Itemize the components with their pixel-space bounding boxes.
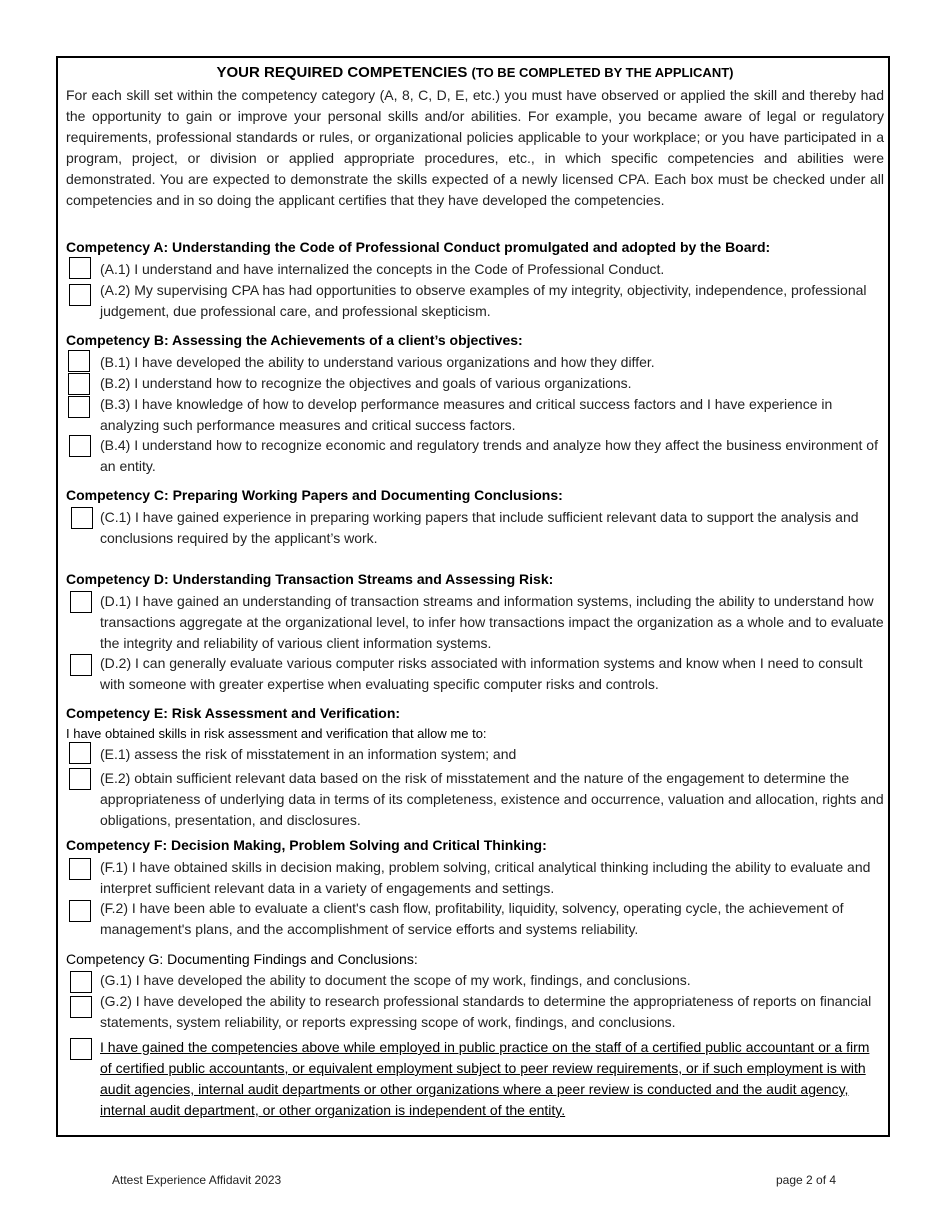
checkbox-d2[interactable]	[70, 654, 92, 676]
checkbox-d1[interactable]	[70, 591, 92, 613]
item-g1: (G.1) I have developed the ability to document the scope of my work, findings, and conclusions.	[100, 972, 691, 988]
checkbox-f2[interactable]	[69, 900, 91, 922]
checkbox-b2[interactable]	[68, 373, 90, 395]
checkbox-g1[interactable]	[70, 971, 92, 993]
item-a1: (A.1) I understand and have internalized the concepts in the Code of Professional Conduct.	[100, 261, 665, 277]
checkbox-b3[interactable]	[68, 396, 90, 418]
competency-d-heading: Competency D: Understanding Transaction Streams and Assessing Risk:	[66, 571, 554, 587]
item-f1: (F.1) I have obtained skills in decision making, problem solving, critical analytical thinking including the ability to evaluate and interpret sufficient relevant data in a variety of engagements and settings.	[100, 859, 871, 896]
footer-page-number: page 2 of 4	[776, 1173, 837, 1187]
form-title	[58, 64, 892, 81]
competency-f-heading: Competency F: Decision Making, Problem Solving and Critical Thinking:	[66, 837, 547, 853]
competency-b-heading: Competency B: Assessing the Achievements of a client’s objectives:	[66, 332, 523, 348]
checkbox-c1[interactable]	[71, 507, 93, 529]
item-b4: (B.4) I understand how to recognize economic and regulatory trends and analyze how they affect the business environment of an entity.	[100, 437, 878, 474]
competency-c-heading: Competency C: Preparing Working Papers and Documenting Conclusions:	[66, 487, 563, 503]
checkbox-e2[interactable]	[69, 768, 91, 790]
competency-e-heading: Competency E: Risk Assessment and Verification:	[66, 705, 401, 721]
item-g2: (G.2) I have developed the ability to research professional standards to determine the appropriateness of reports on financial statements, system reliability, or reports expressing scope of work, findings, and conclusions.	[100, 993, 872, 1030]
item-f2: (F.2) I have been able to evaluate a client's cash flow, profitability, liquidity, solvency, operating cycle, the achievement of management's plans, and the accomplishment of service efforts and systems reliability.	[100, 900, 844, 937]
checkbox-a1[interactable]	[69, 257, 91, 279]
footer-document-name: Attest Experience Affidavit 2023	[112, 1173, 282, 1187]
item-e2: (E.2) obtain sufficient relevant data based on the risk of misstatement and the nature of the engagement to determine the appropriateness of underlying data in terms of its completeness, existence and occurrence, valuation and allocation, rights and obligations, presentation, and disclosures.	[100, 770, 884, 828]
competency-a-heading: Competency A: Understanding the Code of Professional Conduct promulgated and adopted by the Board:	[66, 239, 771, 255]
checkbox-g2[interactable]	[70, 996, 92, 1018]
item-c1: (C.1) I have gained experience in preparing working papers that include sufficient relevant data to support the analysis and conclusions required by the applicant’s work.	[100, 509, 859, 546]
item-d1: (D.1) I have gained an understanding of transaction streams and information systems, including the ability to understand how transactions aggregate at the organizational level, to infer how transactions impact the organization as a whole and to evaluate the integrity and reliability of various client information systems.	[100, 593, 884, 651]
checkbox-b4[interactable]	[69, 435, 91, 457]
item-b1: (B.1) I have developed the ability to understand various organizations and how they differ.	[100, 354, 655, 370]
item-a2: (A.2) My supervising CPA has had opportunities to observe examples of my integrity, objectivity, independence, professional judgement, due professional care, and professional skepticism.	[100, 282, 867, 319]
item-b3: (B.3) I have knowledge of how to develop performance measures and critical success factors and I have experience in analyzing such performance measures and critical success factors.	[100, 396, 833, 433]
final-certification-statement: I have gained the competencies above while employed in public practice on the staff of a certified public accountant or a firm of certified public accountants, or equivalent employment subject to peer review requirements, or if such employment is with audit agencies, internal audit departments or other organizations where a peer review is conducted and the audit agency, internal audit department, or other organization is independent of the entity.	[100, 1039, 870, 1118]
intro-paragraph: For each skill set within the competency category (A, 8, C, D, E, etc.) you must have observed or applied the skill and thereby had the opportunity to gain or improve your personal skills and/or abilities. For example, you became aware of legal or regulatory requirements, professional standards or rules, or organizational policies applicable to your workplace; or you have participated in a program, project, or division or applied appropriate procedures, etc., in which specific competencies and abilities were demonstrated. You are expected to demonstrate the skills expected of a newly licensed CPA. Each box must be checked under all competencies and in so doing the applicant certifies that they have developed the competencies.	[66, 87, 884, 208]
checkbox-e1[interactable]	[69, 742, 91, 764]
checkbox-f1[interactable]	[69, 858, 91, 880]
competencies-form	[56, 56, 890, 1137]
competency-g-heading: Competency G: Documenting Findings and Conclusions:	[66, 951, 418, 967]
item-d2: (D.2) I can generally evaluate various computer risks associated with information systems and know when I need to consult with someone with greater expertise when evaluating specific computer risks and controls.	[100, 655, 863, 692]
checkbox-b1[interactable]	[68, 350, 90, 372]
competency-e-note: I have obtained skills in risk assessment and verification that allow me to:	[66, 726, 487, 741]
title-sub: (TO BE COMPLETED BY THE APPLICANT)	[471, 65, 734, 80]
item-e1: (E.1) assess the risk of misstatement in an information system; and	[100, 746, 517, 762]
checkbox-a2[interactable]	[69, 284, 91, 306]
checkbox-final[interactable]	[70, 1038, 92, 1060]
title-main: YOUR REQUIRED COMPETENCIES	[216, 64, 468, 81]
item-b2: (B.2) I understand how to recognize the objectives and goals of various organizations.	[100, 375, 632, 391]
